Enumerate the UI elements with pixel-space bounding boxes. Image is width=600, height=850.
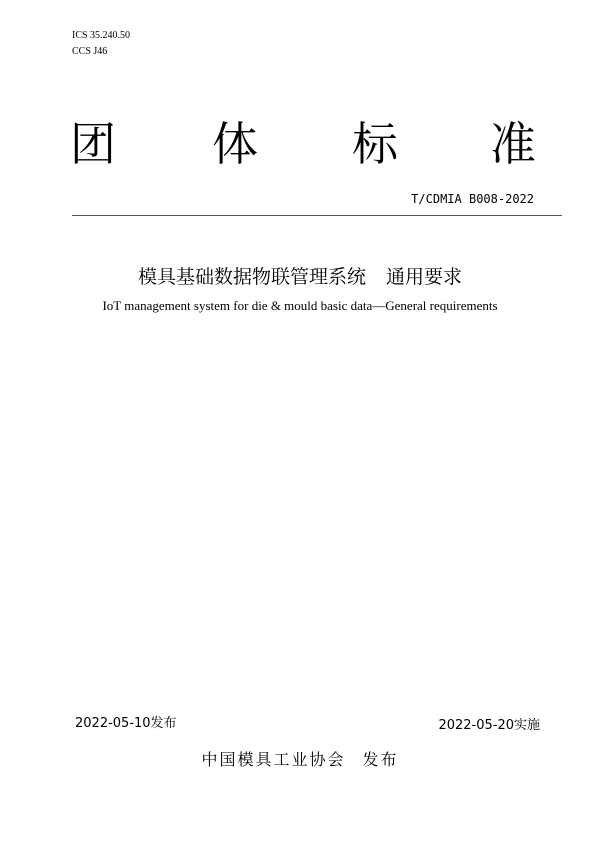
publish-date: 2022-05-10发布 xyxy=(75,716,177,731)
title-char: 准 xyxy=(490,117,536,171)
title-chinese: 模具基础数据物联管理系统 通用要求 xyxy=(137,266,463,288)
standard-code: T/CDMIA B008-2022 xyxy=(411,192,534,206)
ccs-code: CCS J46 xyxy=(72,46,108,57)
divider xyxy=(72,215,562,216)
title-char: 团 xyxy=(70,117,116,171)
title-english: IoT management system for die & mould basic data—General requirements xyxy=(102,298,498,313)
ics-code: ICS 35.240.50 xyxy=(72,30,131,41)
implement-date: 2022-05-20实施 xyxy=(438,718,540,733)
publisher: 中国模具工业协会 发布 xyxy=(201,750,399,769)
title-char: 体 xyxy=(212,117,258,171)
title-char: 标 xyxy=(352,117,398,171)
